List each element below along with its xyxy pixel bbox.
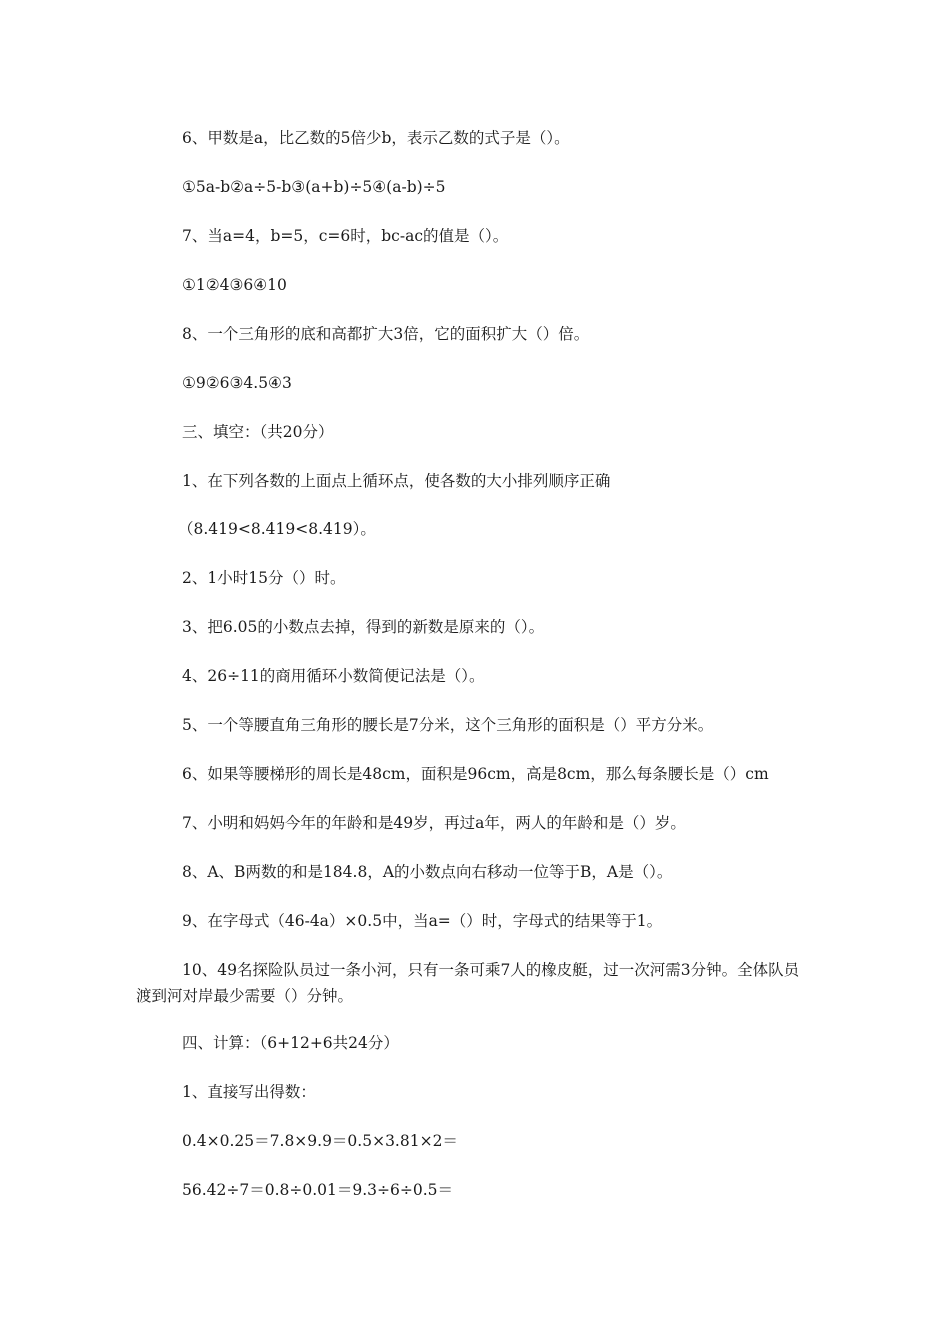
fill-2-text: 2、1小时15分（）时。 (182, 569, 346, 587)
fill-7-text: 7、小明和妈妈今年的年龄和是49岁，再过a年，两人的年龄和是（）岁。 (182, 814, 686, 832)
fill-10-text: 10、49名探险队员过一条小河，只有一条可乘7人的橡皮艇，过一次河需3分钟。全体队员渡到河对岸最少需要（）分钟。 (136, 961, 800, 1005)
calc-row-2: 56.42÷7＝0.8÷0.01＝9.3÷6÷0.5＝ (182, 1181, 454, 1199)
fill-4-text: 4、26÷11的商用循环小数简便记法是（）。 (182, 667, 485, 685)
calc-1-heading: 1、直接写出得数： (182, 1083, 316, 1101)
calc-row-1: 0.4×0.25＝7.8×9.9＝0.5×3.81×2＝ (182, 1132, 458, 1150)
question-7-text: 7、当a=4，b=5，c=6时，bc-ac的值是（）。 (182, 227, 509, 245)
question-7-options: ①1②4③6④10 (182, 276, 287, 294)
fill-1-sequence: （8.419<8.419<8.419）。 (178, 520, 376, 538)
fill-1-text: 1、在下列各数的上面点上循环点，使各数的大小排列顺序正确 (182, 472, 611, 490)
question-6-text: 6、甲数是a，比乙数的5倍少b，表示乙数的式子是（）。 (182, 129, 570, 147)
fill-6-text: 6、如果等腰梯形的周长是48cm，面积是96cm，高是8cm，那么每条腰长是（）cm (182, 765, 769, 783)
fill-5-text: 5、一个等腰直角三角形的腰长是7分米，这个三角形的面积是（）平方分米。 (182, 716, 714, 734)
fill-3-text: 3、把6.05的小数点去掉，得到的新数是原来的（）。 (182, 618, 545, 636)
fill-9-text: 9、在字母式（46-4a）×0.5中，当a=（）时，字母式的结果等于1。 (182, 912, 663, 930)
question-6-options: ①5a-b②a÷5-b③(a+b)÷5④(a-b)÷5 (182, 178, 446, 196)
section-3-heading: 三、填空：（共20分） (182, 423, 334, 441)
question-8-options: ①9②6③4.5④3 (182, 374, 292, 392)
fill-8-text: 8、A、B两数的和是184.8，A的小数点向右移动一位等于B，A是（）。 (182, 863, 673, 881)
question-8-text: 8、一个三角形的底和高都扩大3倍，它的面积扩大（）倍。 (182, 325, 590, 343)
section-4-heading: 四、计算：（6+12+6共24分） (182, 1034, 399, 1052)
